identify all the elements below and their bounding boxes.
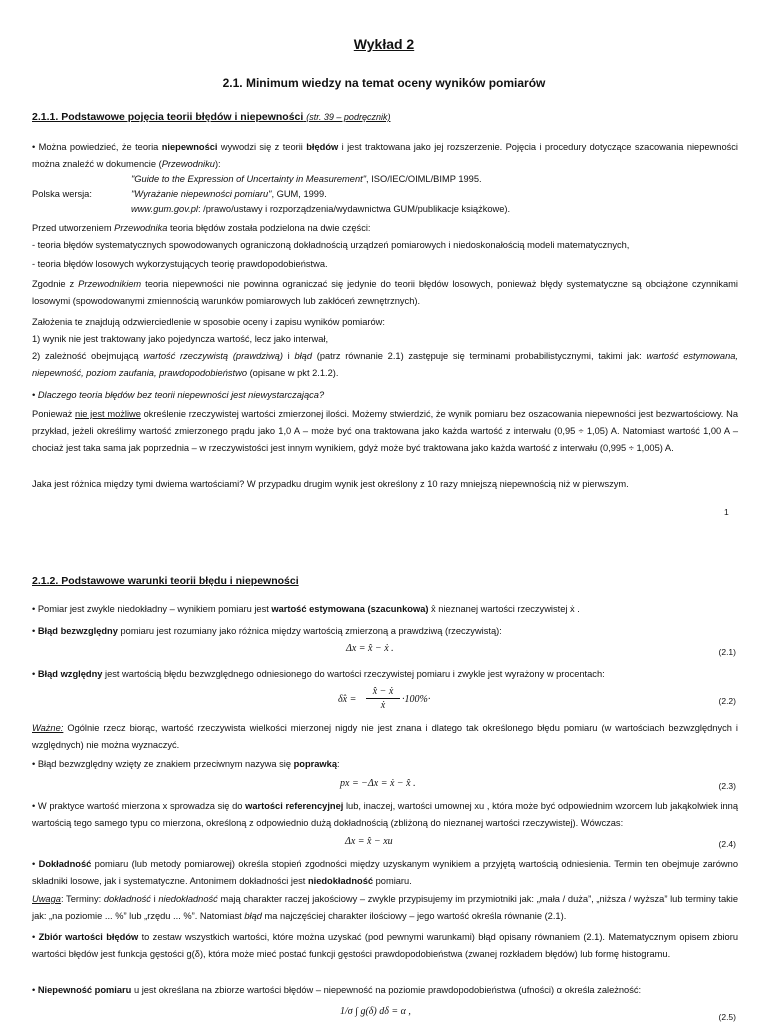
bullet-absolute-error: • Błąd bezwzględny pomiaru jest rozumiany jako różnica między wartością zmierzoną a prawdziwą (rzeczywistą): xyxy=(32,626,502,636)
paragraph-answer: Ponieważ nie jest możliwe określenie rzeczywistej wartości zmierzonej ilości. Możemy stwierdzić, że wynik pomiaru bez oszacowania niepewności jest bezwartościowy. Na przykład, jeżeli określimy wartość zmierzonego prądu jako 1,0 A – może być ona traktowana jako każda wartość z interwału (0,95 ÷ 1,05) A. Natomiast wartość 1,00 A – chociaż jest taka sama jak poprzednia – w rzeczywistości jest innym wynikiem, gdyż może być traktowana jako każda wartość z interwału (0,995 ÷ 1,005) A. xyxy=(32,409,738,453)
equation-2-4: Δx = x̂ − xu xyxy=(345,836,393,847)
page-number: 1 xyxy=(724,507,729,517)
equation-number: (2.1) xyxy=(718,647,736,657)
equation-2-5: 1/σ ∫ g(δ) dδ = α , xyxy=(340,1006,411,1017)
equation-number: (2.4) xyxy=(718,839,736,849)
equation-number: (2.2) xyxy=(718,696,736,706)
reference-gum-link: www.gum.gov.pl: /prawo/ustawy i rozporządzenia/wydawnictwa GUM/publikacje książkowe). xyxy=(131,204,511,214)
equation-number: (2.3) xyxy=(718,781,736,791)
list-item: - teoria błędów systematycznych spowodowanych ograniczoną dokładnością urządzeń pomiarowych i niedoskonałością modeli matematycznych, xyxy=(32,240,630,250)
paragraph-division: Przed utworzeniem Przewodnika teoria błędów została podzielona na dwie części: - teoria błędów systematycznych spowodowanych ograniczoną dokładnością urządzeń pomiarowych i niedoskonałością modeli matematycznych, - teoria błędów losowych wykorzystujących teorię prawdopodobieństwa. xyxy=(32,220,738,273)
bullet-relative-error: • Błąd względny jest wartością błędu bezwzględnego odniesionego do wartości rzeczywistej pomiaru i zwykle jest wyrażony w procentach: xyxy=(32,669,605,679)
reference-polish: "Wyrażanie niepewności pomiaru", GUM, 1999. xyxy=(131,189,327,199)
subsection-heading-2-1-1: 2.1.1. Podstawowe pojęcia teorii błędów i niepewności (str. 39 – podręcznik) xyxy=(32,111,391,123)
list-item: - teoria błędów losowych wykorzystujących teorię prawdopodobieństwa. xyxy=(32,259,328,269)
reference-guide: "Guide to the Expression of Uncertainty in Measurement", ISO/IEC/OIML/BIMP 1995. xyxy=(131,174,482,184)
reference-polish-label: Polska wersja: xyxy=(32,189,92,199)
bullet-accuracy: • Dokładność pomiaru (lub metody pomiarowej) określa stopień zgodności między uzyskanym wynikiem a przyjętą wartością odniesienia. Termin ten obejmuje zarówno składniki losowe, jak i systematyczne. Antonimem dokładności jest niedokładność pomiaru. xyxy=(32,859,738,886)
document-title: Wykład 2 xyxy=(353,36,415,52)
gum-url[interactable]: www.gum.gov.pl xyxy=(131,204,198,214)
question: • Dlaczego teoria błędów bez teorii niepewności jest niewystarczająca? xyxy=(32,390,325,400)
equation-2-1: Δx = x̂ − ẋ . xyxy=(346,643,394,654)
bullet-estimated-value: • Pomiar jest zwykle niedokładny – wynikiem pomiaru jest wartość estymowana (szacunkowa) x̂ nieznanej wartości rzeczywistej ẋ . xyxy=(32,604,580,614)
bullet-uncertainty: • Niepewność pomiaru u jest określana na zbiorze wartości błędów – niepewność na poziomie prawdopodobieństwa (ufności) α określa zależność: xyxy=(32,985,642,995)
list-item: 2) zależność obejmującą wartość rzeczywistą (prawdziwą) i błąd (patrz równanie 2.1) zastępuje się terminami probabilistycznymi, takimi jak: wartość estymowana, niepewność, poziom zaufania, prawdopodobieństwo (opisane w pkt 2.1.2). xyxy=(32,351,738,378)
equation-2-3: px = −Δx = ẋ − x̂ . xyxy=(340,778,416,789)
list-item: 1) wynik nie jest traktowany jako pojedyncza wartość, lecz jako interwał, xyxy=(32,334,329,344)
paragraph-assumptions: Założenia te znajdują odzwierciedlenie w sposobie oceny i zapisu wyników pomiarów: 1) wynik nie jest traktowany jako pojedyncza wartość, lecz jako interwał, 2) zależność obejmującą wartość rzeczywistą (prawdziwą) i błąd (patrz równanie 2.1) zastępuje się terminami probabilistycznymi, takimi jak: wartość estymowana, niepewność, poziom zaufania, prawdopodobieństwo (opisane w pkt 2.1.2). xyxy=(32,314,738,382)
subsection-heading-2-1-2: 2.1.2. Podstawowe warunki teorii błędu i niepewności xyxy=(32,575,299,587)
paragraph-difference: Jaka jest różnica między tymi dwiema wartościami? W przypadku drugim wynik jest określony z 10 razy mniejszą niepewnością niż w pierwszym. xyxy=(32,479,629,489)
paragraph-important: Ważne: Ogólnie rzecz biorąc, wartość rzeczywista wielkości mierzonej nigdy nie jest znana i dlatego tak określonego błędu pomiaru (w wartościach bezwzględnych i względnych) nie można wyznaczyć. xyxy=(32,723,738,750)
bullet-reference-value: • W praktyce wartość mierzona x sprowadza się do wartości referencyjnej lub, inaczej, wartości umownej xu , która może być odpowiednim wzorcem lub jakąkolwiek inną wartością tego samego typu co mierzona, określoną z odpowiednio dużą dokładnością (zbliżoną do nieznanej wartości rzeczywistej). Wówczas: xyxy=(32,801,738,828)
paragraph-intro: • Można powiedzieć, że teoria niepewności wywodzi się z teorii błędów i jest traktowana jako jej rozszerzenie. Pojęcia i procedury dotyczące szacowania niepewności można znaleźć w dokumencie (Przewodniku): xyxy=(32,142,738,169)
bullet-error-set: • Zbiór wartości błędów to zestaw wszystkich wartości, które można uzyskać (pod pewnymi warunkami) błąd opisany równaniem (2.1). Matematycznym opisem zbioru wartości błędów jest funkcja gęstości g(δ), która może mieć postać funkcji gęstości prawdopodobieństwa (zwanej rozkładem błędów) lub formę histogramu. xyxy=(32,932,738,959)
paragraph-note: Uwaga: Terminy: dokładność i niedokładność mają charakter raczej jakościowy – zwykle przypisujemy im przymiotniki jak: „mała / duża”, „niższa / wyższa” lub terminy takie jak: „na poziomie ... %” lub „rzędu ... %”. Natomiast błąd ma najczęściej charakter ilościowy – jego wartość określa równanie (2.1). xyxy=(32,894,738,921)
section-title: 2.1. Minimum wiedzy na temat oceny wyników pomiarów xyxy=(222,76,546,90)
bullet-correction: • Błąd bezwzględny wzięty ze znakiem przeciwnym nazywa się poprawką: xyxy=(32,759,340,769)
equation-number: (2.5) xyxy=(718,1012,736,1022)
paragraph-guide: Zgodnie z Przewodnikiem teoria niepewności nie powinna ograniczać się jedynie do teorii błędów losowych, ponieważ błędy systematyczne są obciążone czynnikami losowymi (spowodowanymi zmiennością warunków pomiarowych lub zakłóceń zewnętrznych). xyxy=(32,279,738,306)
